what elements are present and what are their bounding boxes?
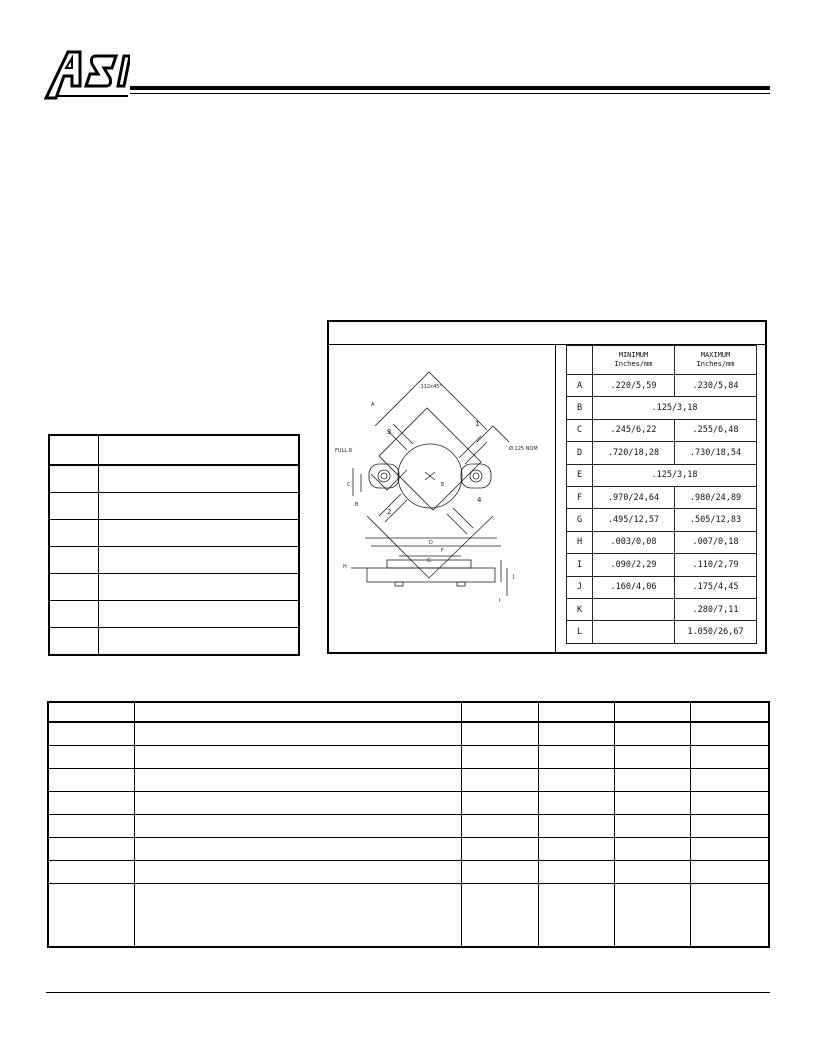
table-row [48, 861, 769, 884]
table-row: L 1.050/26,67 [567, 621, 757, 643]
table-row: G .495/12,57 .505/12,83 [567, 509, 757, 531]
table-row [49, 547, 299, 574]
label-dim-b: B [355, 502, 359, 508]
column-header-minimum: MINIMUM Inches/mm [593, 346, 675, 375]
pin-connection-table [48, 434, 300, 656]
label-dim-e: E [441, 482, 445, 488]
table-row: J .160/4,06 .175/4,45 [567, 576, 757, 598]
table-row [49, 520, 299, 547]
label-dim-i: I [499, 598, 501, 604]
header-rule-thick [130, 86, 770, 90]
table-row: D .720/18,28 .730/18,54 [567, 442, 757, 464]
table-row [49, 628, 299, 656]
label-full-r: FULL R [335, 448, 353, 454]
table-row [49, 493, 299, 520]
table-row [48, 746, 769, 769]
table-row: E .125/3,18 [567, 464, 757, 486]
footer-rule [46, 992, 770, 993]
label-chamfer: .112x45° [419, 384, 442, 390]
label-dim-g: G [427, 558, 431, 564]
table-row [49, 574, 299, 601]
table-row [48, 702, 769, 722]
column-header-maximum: MAXIMUM Inches/mm [675, 346, 757, 375]
table-row: K .280/7,11 [567, 598, 757, 620]
package-drawing [331, 346, 553, 606]
table-row: A .220/5,59 .230/5,84 [567, 375, 757, 397]
label-dim-h: H [343, 564, 347, 570]
table-row [49, 465, 299, 493]
label-pin-1: 1 [475, 420, 480, 428]
table-row: I .090/2,29 .110/2,79 [567, 554, 757, 576]
table-row: H .003/0,08 .007/0,18 [567, 531, 757, 553]
label-dim-a: A [371, 402, 375, 408]
label-pin-4: 4 [477, 496, 482, 504]
table-row [48, 838, 769, 861]
label-dim-c: C [347, 482, 351, 488]
table-row [48, 884, 769, 948]
table-row [48, 792, 769, 815]
dimension-table [566, 345, 757, 644]
table-row [48, 722, 769, 746]
table-header-row [567, 346, 757, 375]
characteristics-table [47, 701, 770, 948]
table-row: B .125/3,18 [567, 397, 757, 419]
package-outline-panel [327, 320, 767, 654]
header-rule-thin [130, 93, 770, 94]
table-row [48, 815, 769, 838]
panel-divider [555, 344, 556, 654]
package-panel-header [329, 322, 765, 345]
label-dim-f: F [441, 548, 444, 554]
label-pin-3: 3 [387, 428, 392, 436]
table-row [49, 601, 299, 628]
table-row: C .245/6,22 .255/6,48 [567, 419, 757, 441]
label-dim-j: J [513, 574, 515, 580]
label-dim-d: D [429, 540, 433, 546]
table-row [49, 435, 299, 465]
label-hole: Ø.125 NOM [509, 446, 538, 452]
label-pin-2: 2 [387, 508, 392, 516]
table-row: F .970/24,64 .980/24,89 [567, 486, 757, 508]
table-row [48, 769, 769, 792]
asi-logo [44, 46, 130, 100]
